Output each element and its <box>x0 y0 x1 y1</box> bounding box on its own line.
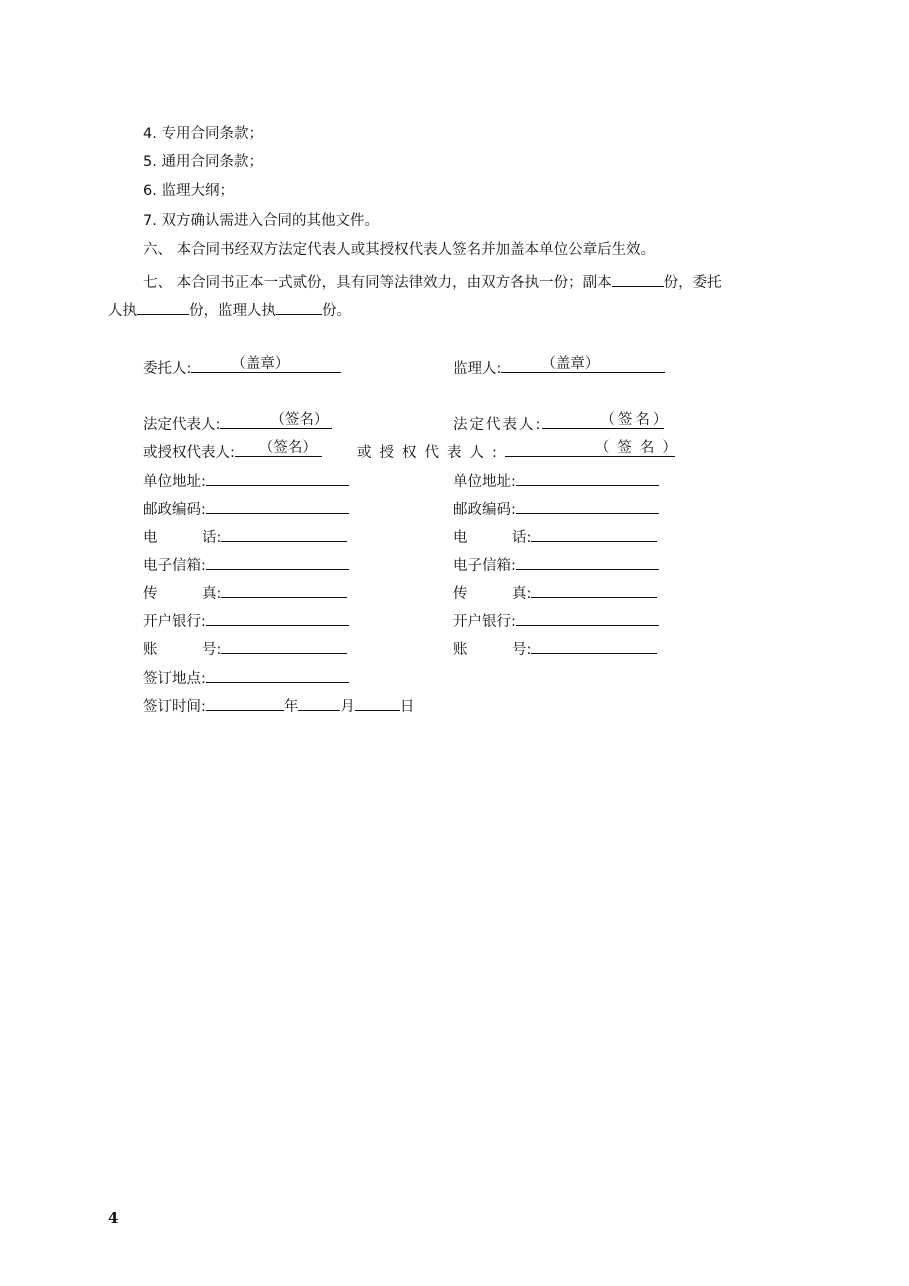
supervisor-address-field[interactable] <box>516 469 659 486</box>
client-phone-label-b: 话: <box>202 530 222 546</box>
sign-year-label: 年 <box>283 699 299 715</box>
supervisor-legal-rep-row <box>453 412 671 435</box>
list-item-5: 5. 通用合同条款； <box>143 154 263 170</box>
clause-7-line-2 <box>108 298 351 321</box>
client-seal-field[interactable] <box>191 356 341 373</box>
supervisor-postcode-label: 邮政编码: <box>453 502 516 518</box>
supervisor-phone-label-a: 电 <box>453 530 468 546</box>
client-email-label: 电子信箱: <box>143 558 206 574</box>
clause-7-text-a: 七、 本合同书正本一式贰份，具有同等法律效力，由双方各执一份；副本 <box>143 275 612 291</box>
clause-7-text-c: 人执 <box>108 303 137 319</box>
supervisor-auth-rep-row <box>357 440 685 463</box>
client-postcode-field[interactable] <box>206 497 349 514</box>
supervisor-bank-row <box>453 609 659 632</box>
supervisor-account-field[interactable] <box>531 637 657 654</box>
supervisor-account-row <box>453 637 657 660</box>
sign-place-field[interactable] <box>206 666 349 683</box>
supervisor-legal-rep-label: 法定代表人: <box>453 417 543 433</box>
supervisor-title-row <box>453 356 665 379</box>
supervisor-bank-label: 开户银行: <box>453 614 516 630</box>
clause-7-text-d: 份，监理人执 <box>189 303 276 319</box>
client-account-label-b: 号: <box>202 642 222 658</box>
client-auth-rep-row <box>143 440 322 463</box>
client-fax-label-b: 真: <box>202 586 222 602</box>
supervisor-auth-rep-hint: （签名） <box>594 440 685 456</box>
sign-year-field[interactable] <box>206 694 284 711</box>
copies-blank[interactable] <box>612 270 664 287</box>
client-account-field[interactable] <box>221 637 347 654</box>
client-address-row <box>143 469 349 492</box>
client-address-label: 单位地址: <box>143 474 206 490</box>
sign-place-label: 签订地点: <box>143 671 206 687</box>
list-item-7: 7. 双方确认需进入合同的其他文件。 <box>143 213 379 229</box>
client-email-field[interactable] <box>206 553 349 570</box>
supervisor-phone-label-b: 话: <box>512 530 532 546</box>
clause-6: 六、 本合同书经双方法定代表人或其授权代表人签名并加盖本单位公章后生效。 <box>143 242 656 258</box>
supervisor-fax-label-a: 传 <box>453 586 468 602</box>
client-postcode-label: 邮政编码: <box>143 502 206 518</box>
sign-day-field[interactable] <box>355 694 400 711</box>
client-fax-field[interactable] <box>221 581 347 598</box>
supervisor-bank-field[interactable] <box>516 609 659 626</box>
sign-time-row <box>143 694 414 717</box>
client-bank-row <box>143 609 349 632</box>
client-legal-rep-label: 法定代表人: <box>143 417 221 433</box>
supervisor-seal-hint: （盖章） <box>541 356 600 372</box>
supervisor-copies-blank[interactable] <box>276 298 322 315</box>
clause-7-line-1 <box>143 270 722 293</box>
supervisor-postcode-row <box>453 497 659 520</box>
client-phone-row <box>143 525 347 548</box>
client-fax-label-a: 传 <box>143 586 158 602</box>
supervisor-email-field[interactable] <box>516 553 659 570</box>
supervisor-label: 监理人: <box>453 361 502 377</box>
list-item-4: 4. 专用合同条款； <box>143 126 263 142</box>
client-bank-label: 开户银行: <box>143 614 206 630</box>
client-legal-rep-row <box>143 412 332 435</box>
client-auth-rep-label: 或授权代表人: <box>143 445 235 461</box>
client-account-row <box>143 637 347 660</box>
page-number: 4 <box>108 1209 119 1227</box>
supervisor-account-label-b: 号: <box>512 642 532 658</box>
client-auth-rep-field[interactable] <box>235 440 322 457</box>
client-account-label-a: 账 <box>143 642 158 658</box>
client-title-row <box>143 356 341 379</box>
supervisor-account-label-a: 账 <box>453 642 468 658</box>
client-postcode-row <box>143 497 349 520</box>
supervisor-seal-field[interactable] <box>501 356 665 373</box>
client-auth-rep-hint: （签名） <box>258 440 317 456</box>
sign-time-label: 签订时间: <box>143 699 206 715</box>
client-legal-rep-field[interactable] <box>220 412 332 429</box>
sign-day-label: 日 <box>399 699 415 715</box>
client-fax-row <box>143 581 347 604</box>
client-seal-hint: （盖章） <box>231 356 290 372</box>
client-legal-rep-hint: （签名） <box>270 412 329 428</box>
supervisor-postcode-field[interactable] <box>516 497 659 514</box>
supervisor-address-label: 单位地址: <box>453 474 516 490</box>
supervisor-email-label: 电子信箱: <box>453 558 516 574</box>
client-phone-field[interactable] <box>221 525 347 542</box>
client-label: 委托人: <box>143 361 192 377</box>
supervisor-phone-row <box>453 525 657 548</box>
client-address-field[interactable] <box>206 469 349 486</box>
client-phone-label-a: 电 <box>143 530 158 546</box>
supervisor-auth-rep-field[interactable] <box>505 440 685 457</box>
supervisor-legal-rep-hint: （签名） <box>600 412 671 428</box>
list-item-6: 6. 监理大纲； <box>143 183 234 199</box>
sign-month-label: 月 <box>340 699 355 715</box>
supervisor-fax-field[interactable] <box>531 581 657 598</box>
supervisor-email-row <box>453 553 659 576</box>
sign-place-row <box>143 666 349 689</box>
client-email-row <box>143 553 349 576</box>
client-copies-blank[interactable] <box>137 298 189 315</box>
supervisor-fax-label-b: 真: <box>512 586 532 602</box>
sign-month-field[interactable] <box>298 694 340 711</box>
supervisor-auth-rep-label: 或授权代表人: <box>357 445 505 461</box>
clause-7-text-b: 份，委托 <box>663 275 722 291</box>
clause-7-text-e: 份。 <box>322 303 351 319</box>
supervisor-phone-field[interactable] <box>531 525 657 542</box>
client-bank-field[interactable] <box>206 609 349 626</box>
supervisor-address-row <box>453 469 659 492</box>
supervisor-fax-row <box>453 581 657 604</box>
supervisor-legal-rep-field[interactable] <box>542 412 671 429</box>
